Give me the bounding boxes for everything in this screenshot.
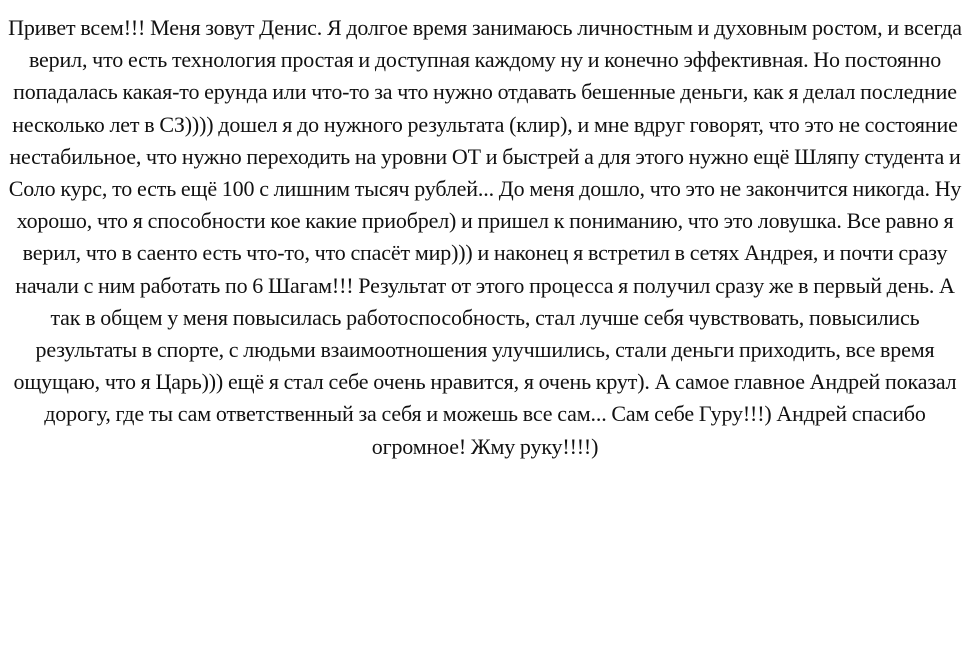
testimonial-text: Привет всем!!! Меня зовут Денис. Я долгое время занимаюсь личностным и духовным ростом, и всегда верил, что есть технология простая и доступная каждому ну и конечно эффективная. Но постоянно попадалась какая-то ерунда или что-то за что нужно отдавать бешенные деньги, как я делал последние несколько лет в СЗ)))) дошел я до нужного результата (клир), и мне вдруг говорят, что это не состояние нестабильное, что нужно переходить на уровни ОТ и быстрей а для этого нужно ещё Шляпу студента и Соло курс, то есть ещё 100 с лишним тысяч рублей... До меня дошло, что это не закончится никогда. Ну хорошо, что я способности кое какие приобрел) и пришел к пониманию, что это ловушка. Все равно я верил, что в саенто есть что-то, что спасёт мир))) и наконец я встретил в сетях Андрея, и почти сразу начали с ним работать по 6 Шагам!!! Результат от этого процесса я получил сразу же в первый день. А так в общем у меня повысилась работоспособность, стал лучше себя чувствовать, повысились результаты в спорте, с людьми взаимоотношения улучшились, стали деньги приходить, все время ощущаю, что я Царь))) ещё я стал себе очень нравится, я очень крут). А самое главное Андрей показал дорогу, где ты сам ответственный за себя и можешь все сам... Сам себе Гуру!!!) Андрей спасибо огромное! Жму руку!!!!) [8, 15, 962, 459]
